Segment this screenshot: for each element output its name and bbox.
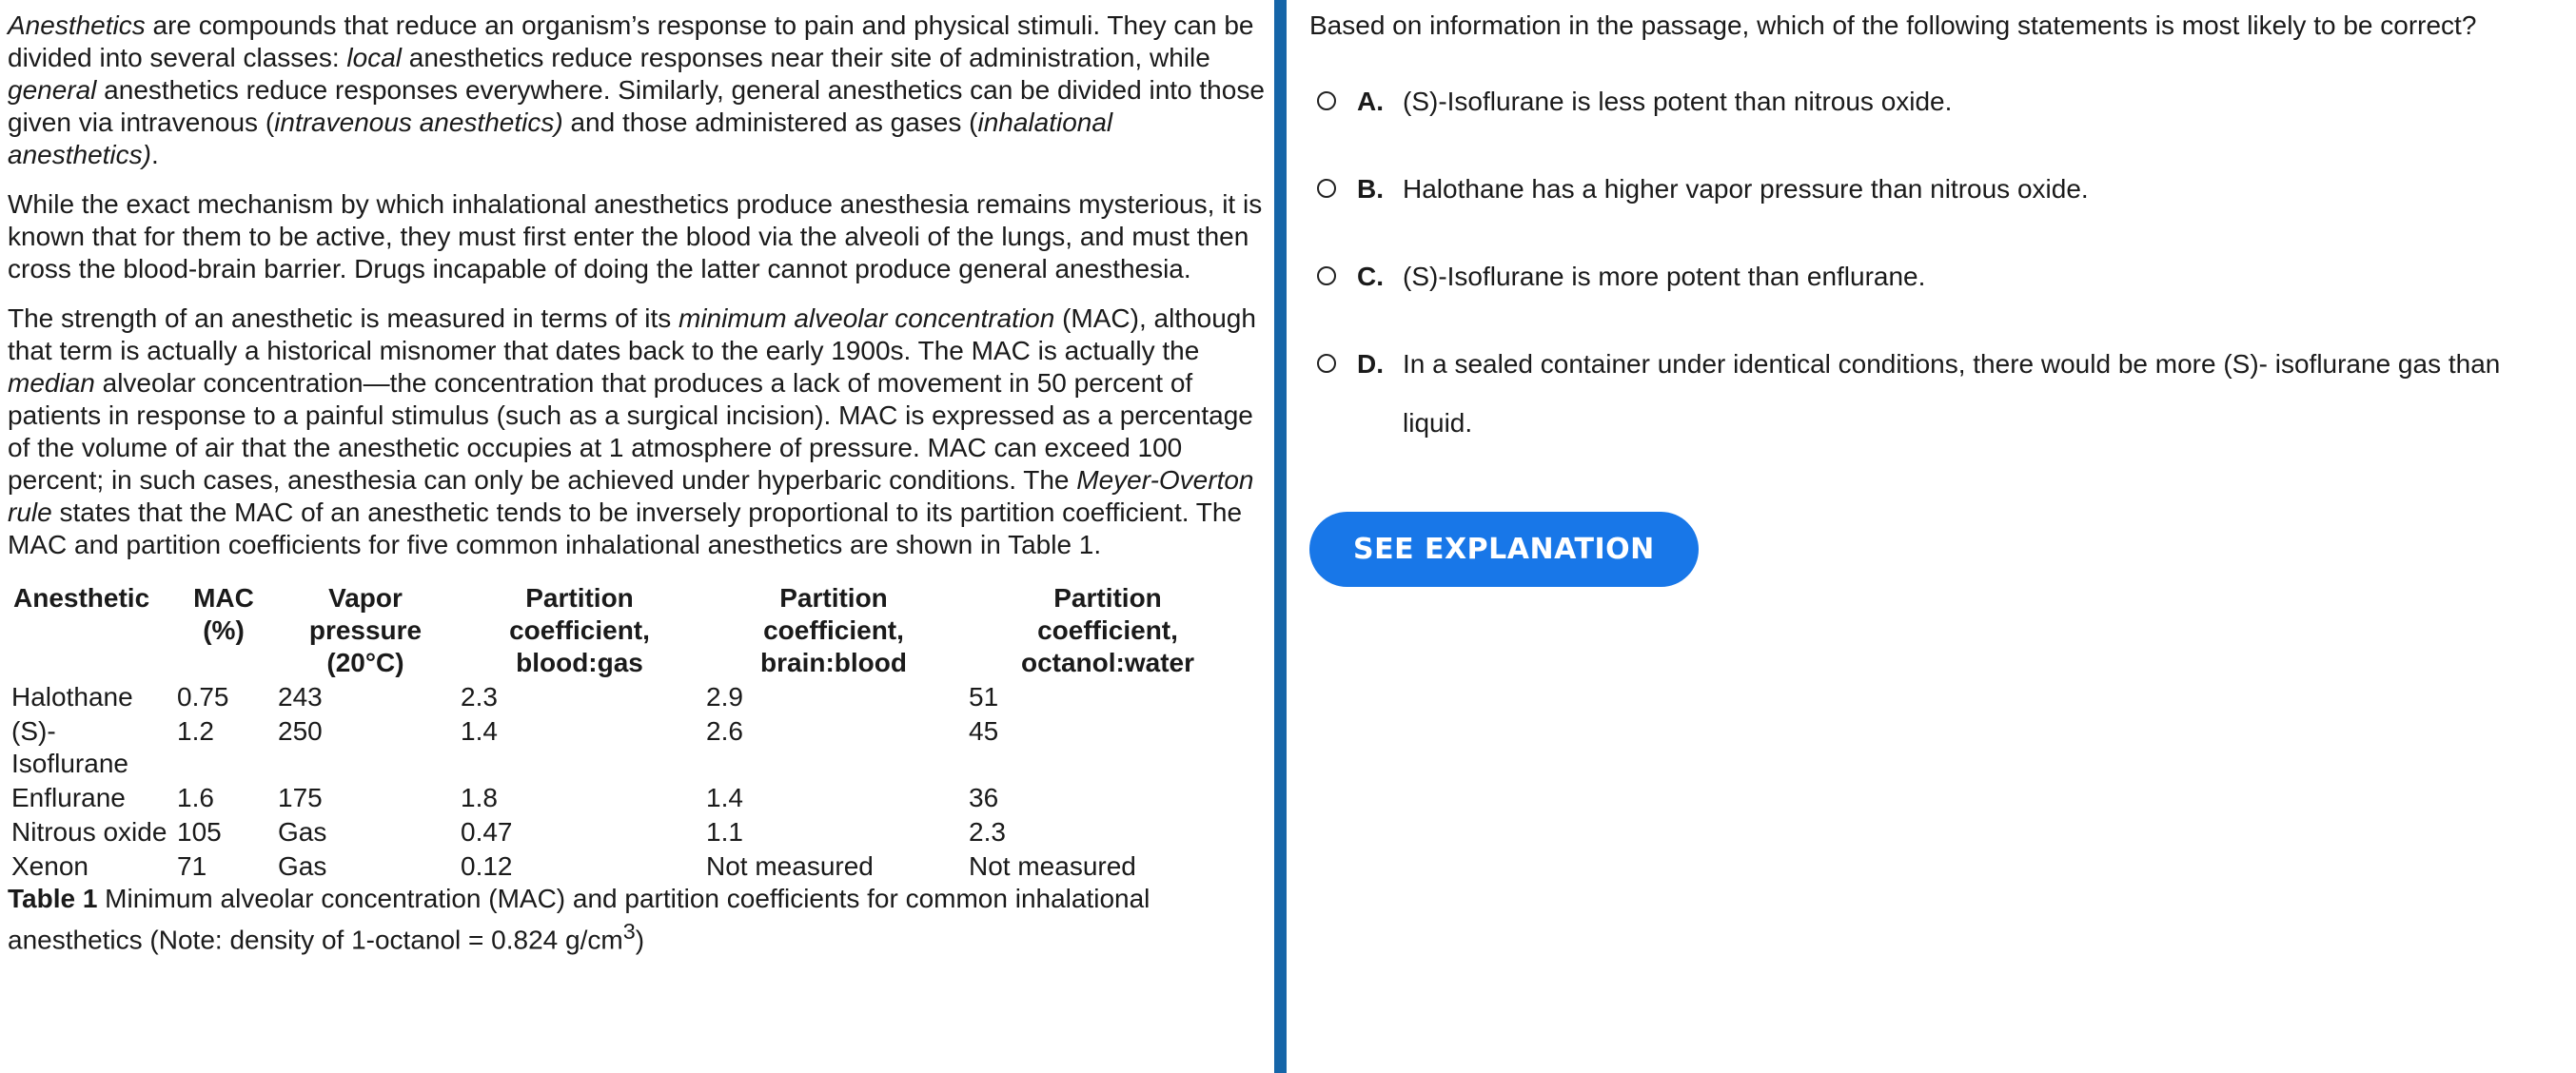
radio-icon[interactable]: [1317, 91, 1336, 110]
table-row: [8, 849, 1250, 883]
cell-octanol-water: 36: [969, 783, 999, 812]
answer-choice-b[interactable]: [1309, 173, 2557, 205]
cell-brain-blood: Not measured: [706, 851, 874, 881]
answer-choice-a[interactable]: [1309, 86, 2557, 118]
cell-octanol-water: 51: [969, 682, 999, 712]
choice-text: Halothane has a higher vapor pressure than nitrous oxide.: [1403, 174, 2089, 204]
cell-octanol-water: 45: [969, 716, 999, 746]
table-row: [8, 713, 1250, 780]
question-pane: [1287, 0, 2576, 1073]
header-brain-blood: Partition coefficient, brain:blood: [760, 583, 907, 677]
caption-superscript: 3: [622, 919, 636, 944]
answer-choice-d[interactable]: [1309, 348, 2557, 453]
term-intravenous: intravenous anesthetics): [274, 107, 563, 137]
cell-mac: 1.2: [177, 716, 214, 746]
p1-text-b: anesthetics reduce responses near their site of administration, while: [402, 43, 1210, 72]
p3-text-a: The strength of an anesthetic is measured in terms of its: [8, 303, 679, 333]
choice-letter: D.: [1357, 349, 1384, 379]
p1-text-a: are compounds that reduce an organism’s response to pain and physical stimuli. They can be divided into several classes:: [8, 10, 1254, 72]
cell-mac: 105: [177, 817, 222, 847]
term-mac: minimum alveolar concentration: [678, 303, 1055, 333]
table-caption: [8, 883, 1266, 956]
cell-octanol-water: 2.3: [969, 817, 1006, 847]
term-inhalational: inhalational anesthetics): [8, 107, 1113, 169]
radio-icon[interactable]: [1317, 179, 1336, 198]
cell-brain-blood: 2.9: [706, 682, 743, 712]
choice-letter: A.: [1357, 87, 1384, 116]
cell-mac: 0.75: [177, 682, 229, 712]
radio-icon[interactable]: [1317, 266, 1336, 285]
cell-name: Xenon: [11, 851, 88, 881]
passage-paragraph-2: While the exact mechanism by which inhalational anesthetics produce anesthesia remains mysterious, it is known that for them to be active, they must first enter the blood via the alveoli of the lungs, and must then cross the blood-brain barrier. Drugs incapable of doing the latter cannot produce general anesthesia.: [8, 189, 1263, 283]
term-meyer-overton: Meyer-Overton rule: [8, 465, 1254, 527]
passage-paragraph-1: [8, 10, 1266, 171]
choice-letter: B.: [1357, 174, 1384, 204]
term-anesthetics: Anesthetics: [8, 10, 146, 40]
term-median: median: [8, 368, 95, 398]
choice-text: In a sealed container under identical conditions, there would be more (S)- isoflurane gas than liquid.: [1403, 349, 2501, 438]
see-explanation-button[interactable]: SEE EXPLANATION: [1309, 512, 1699, 587]
caption-text: Minimum alveolar concentration (MAC) and partition coefficients for common inhalational anesthetics (Note: density of 1-octanol = 0.824 g/cm: [8, 884, 1150, 955]
choice-text: (S)-Isoflurane is less potent than nitrous oxide.: [1403, 87, 1953, 116]
header-mac: MAC (%): [193, 583, 254, 645]
answer-choice-c[interactable]: [1309, 261, 2557, 293]
p3-text-b: (MAC), although that term is actually a historical misnomer that dates back to the early 1900s. The MAC is actually the: [8, 303, 1256, 365]
cell-brain-blood: 1.1: [706, 817, 743, 847]
passage-paragraph-3: [8, 302, 1266, 561]
cell-octanol-water: Not measured: [969, 851, 1136, 881]
cell-vapor-pressure: 243: [278, 682, 323, 712]
header-anesthetic: Anesthetic: [13, 583, 150, 613]
cell-name: Nitrous oxide: [11, 817, 167, 847]
cell-blood-gas: 0.47: [461, 817, 513, 847]
cell-vapor-pressure: 175: [278, 783, 323, 812]
cell-brain-blood: 1.4: [706, 783, 743, 812]
header-blood-gas: Partition coefficient, blood:gas: [509, 583, 650, 677]
cell-blood-gas: 1.4: [461, 716, 498, 746]
header-octanol-water: Partition coefficient, octanol:water: [1020, 583, 1195, 677]
header-vapor-pressure: Vapor pressure (20°C): [308, 583, 423, 677]
cell-blood-gas: 1.8: [461, 783, 498, 812]
cell-vapor-pressure: Gas: [278, 817, 327, 847]
table-row: [8, 780, 1250, 814]
cell-vapor-pressure: Gas: [278, 851, 327, 881]
p1-text-d: and those administered as gases (: [562, 107, 978, 137]
cell-vapor-pressure: 250: [278, 716, 323, 746]
caption-label: Table 1: [8, 884, 98, 913]
choice-text: (S)-Isoflurane is more potent than enflurane.: [1403, 262, 1926, 291]
p1-text-e: .: [150, 140, 159, 169]
anesthetics-table: [8, 578, 1250, 883]
cell-brain-blood: 2.6: [706, 716, 743, 746]
term-general: general: [8, 75, 97, 105]
question-stem: Based on information in the passage, which of the following statements is most likely to be correct?: [1309, 10, 2477, 40]
table-row: [8, 679, 1250, 713]
cell-blood-gas: 0.12: [461, 851, 513, 881]
cell-name: (S)-Isoflurane: [11, 716, 128, 778]
cell-blood-gas: 2.3: [461, 682, 498, 712]
caption-close: ): [635, 925, 645, 955]
cell-mac: 1.6: [177, 783, 214, 812]
p3-text-c: alveolar concentration—the concentration that produces a lack of movement in 50 percent of patients in response to a painful stimulus (such as a surgical incision). MAC is expressed as a percentage of the volume of air that the anesthetic occupies at 1 atmosphere of pressure. MAC can exceed 100 percent; in such cases, anesthesia can only be achieved under hyperbaric conditions. The: [8, 368, 1253, 495]
radio-icon[interactable]: [1317, 354, 1336, 373]
p3-text-d: states that the MAC of an anesthetic tends to be inversely proportional to its partition coefficient. The MAC and partition coefficients for five common inhalational anesthetics are shown in Table 1.: [8, 497, 1243, 559]
cell-mac: 71: [177, 851, 207, 881]
term-local: local: [346, 43, 402, 72]
cell-name: Halothane: [11, 682, 133, 712]
passage-pane: [0, 0, 1273, 1073]
table-header-row: [8, 578, 1250, 679]
table-row: [8, 814, 1250, 849]
cell-name: Enflurane: [11, 783, 126, 812]
pane-divider[interactable]: [1274, 0, 1287, 1073]
p1-text-c: anesthetics reduce responses everywhere. Similarly, general anesthetics can be divided into those given via intravenous (: [8, 75, 1265, 137]
choice-letter: C.: [1357, 262, 1384, 291]
